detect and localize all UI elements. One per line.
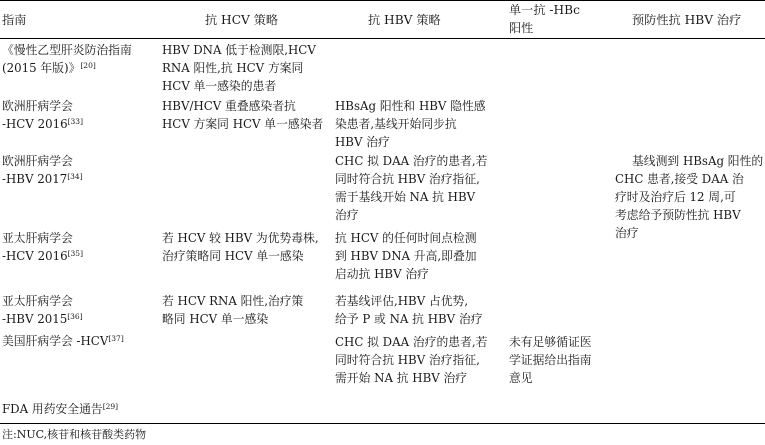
table-bottom-rule [0,423,765,424]
row4-guideline-line1: 亚太肝病学会 [2,231,73,245]
row1-ref: [20] [80,61,96,70]
row4-hcv-line1: 若 HCV 较 HBV 为优势毒株, [162,231,319,245]
row3-ref: [34] [67,172,83,181]
row3-guideline-line2: -HBV 2017[34] [2,172,83,186]
table-top-rule [0,0,765,1]
row3-prophylactic-line2: CHC 患者,接受 DAA 治 [615,172,744,186]
row4-guideline-line2: -HCV 2016[35] [2,249,83,263]
row1-hcv-line1: HBV DNA 低于检测限,HCV [162,43,316,57]
header-anti-hbv: 抗 HBV 策略 [368,13,441,27]
row1-guideline-line1: 《慢性乙型肝炎防治指南 [2,43,132,57]
row3-prophylactic-line4: 考虑给予预防性抗 HBV [615,208,741,222]
row5-guideline-line2: -HBV 2015[36] [2,312,83,326]
header-prophylactic: 预防性抗 HBV 治疗 [632,13,742,27]
row2-hcv-line1: HBV/HCV 重叠感染者抗 [162,99,296,113]
table-header-rule [0,38,765,39]
row7-guideline: FDA 用药安全通告[29] [2,402,119,416]
row5-hcv-line1: 若 HCV RNA 阳性,治疗策 [162,294,304,308]
row2-guideline-line2: -HCV 2016[33] [2,117,83,131]
row3-prophylactic-line3: 疗时及治疗后 12 周,可 [615,190,736,204]
row5-ref: [36] [67,312,83,321]
row5-hcv-line2: 略同 HCV 单一感染 [162,312,269,326]
row4-hbv-line3: 启动抗 HBV 治疗 [335,267,429,281]
row2-hcv-line2: HCV 方案同 HCV 单一感染者 [162,117,324,131]
row2-guideline-line1: 欧洲肝病学会 [2,99,73,113]
row1-guideline-line2: (2015 年版)》[20] [2,61,96,75]
header-anti-hcv: 抗 HCV 策略 [205,13,279,27]
row2-hbv-line2: 染患者,基线开始同步抗 [335,117,457,131]
row4-hbv-line1: 抗 HCV 的任何时间点检测 [335,231,477,245]
row4-hbv-line2: 到 HBV DNA 升高,即叠加 [335,249,477,263]
row1-hcv-line3: HCV 单一感染的患者 [162,79,277,93]
row4-hcv-line2: 治疗策略同 HCV 单一感染 [162,249,304,263]
row6-hbc-line1: 未有足够循证医 [509,335,592,349]
row3-guideline-line1: 欧洲肝病学会 [2,154,73,168]
row6-hbc-line2: 学证据给出指南 [509,353,592,367]
row3-hbv-line3: 需于基线开始 NA 抗 HBV [335,190,476,204]
row6-guideline: 美国肝病学会 -HCV[37] [2,334,124,348]
row2-ref: [33] [67,117,83,126]
row2-hbv-line3: HBV 治疗 [335,135,390,149]
header-hbc-line2: 阳性 [509,21,534,35]
row6-hbv-line2: 同时符合抗 HBV 治疗指征, [335,353,480,367]
header-guideline: 指南 [2,13,27,27]
row1-hcv-line2: RNA 阳性,抗 HCV 方案同 [162,61,304,75]
row3-hbv-line4: 治疗 [335,208,359,222]
row3-prophylactic-line5: 治疗 [615,226,639,240]
row3-hbv-line1: CHC 拟 DAA 治疗的患者,若 [335,154,488,168]
header-hbc-line1: 单一抗 -HBc [509,3,580,17]
row5-guideline-line1: 亚太肝病学会 [2,294,73,308]
row4-ref: [35] [67,249,83,258]
row3-prophylactic-line1: 基线测到 HBsAg 阳性的 [632,154,764,168]
row6-ref: [37] [108,334,124,343]
table-footnote: 注:NUC,核苷和核苷酸类药物 [2,428,147,441]
row5-hbv-line2: 给予 P 或 NA 抗 HBV 治疗 [335,312,483,326]
row6-hbv-line1: CHC 拟 DAA 治疗的患者,若 [335,335,488,349]
row3-hbv-line2: 同时符合抗 HBV 治疗指征, [335,172,480,186]
row6-hbv-line3: 需开始 NA 抗 HBV 治疗 [335,371,468,385]
row7-ref: [29] [102,402,119,411]
row6-hbc-line3: 意见 [509,371,533,385]
row2-hbv-line1: HBsAg 阳性和 HBV 隐性感 [335,99,486,113]
row5-hbv-line1: 若基线评估,HBV 占优势, [335,294,469,308]
